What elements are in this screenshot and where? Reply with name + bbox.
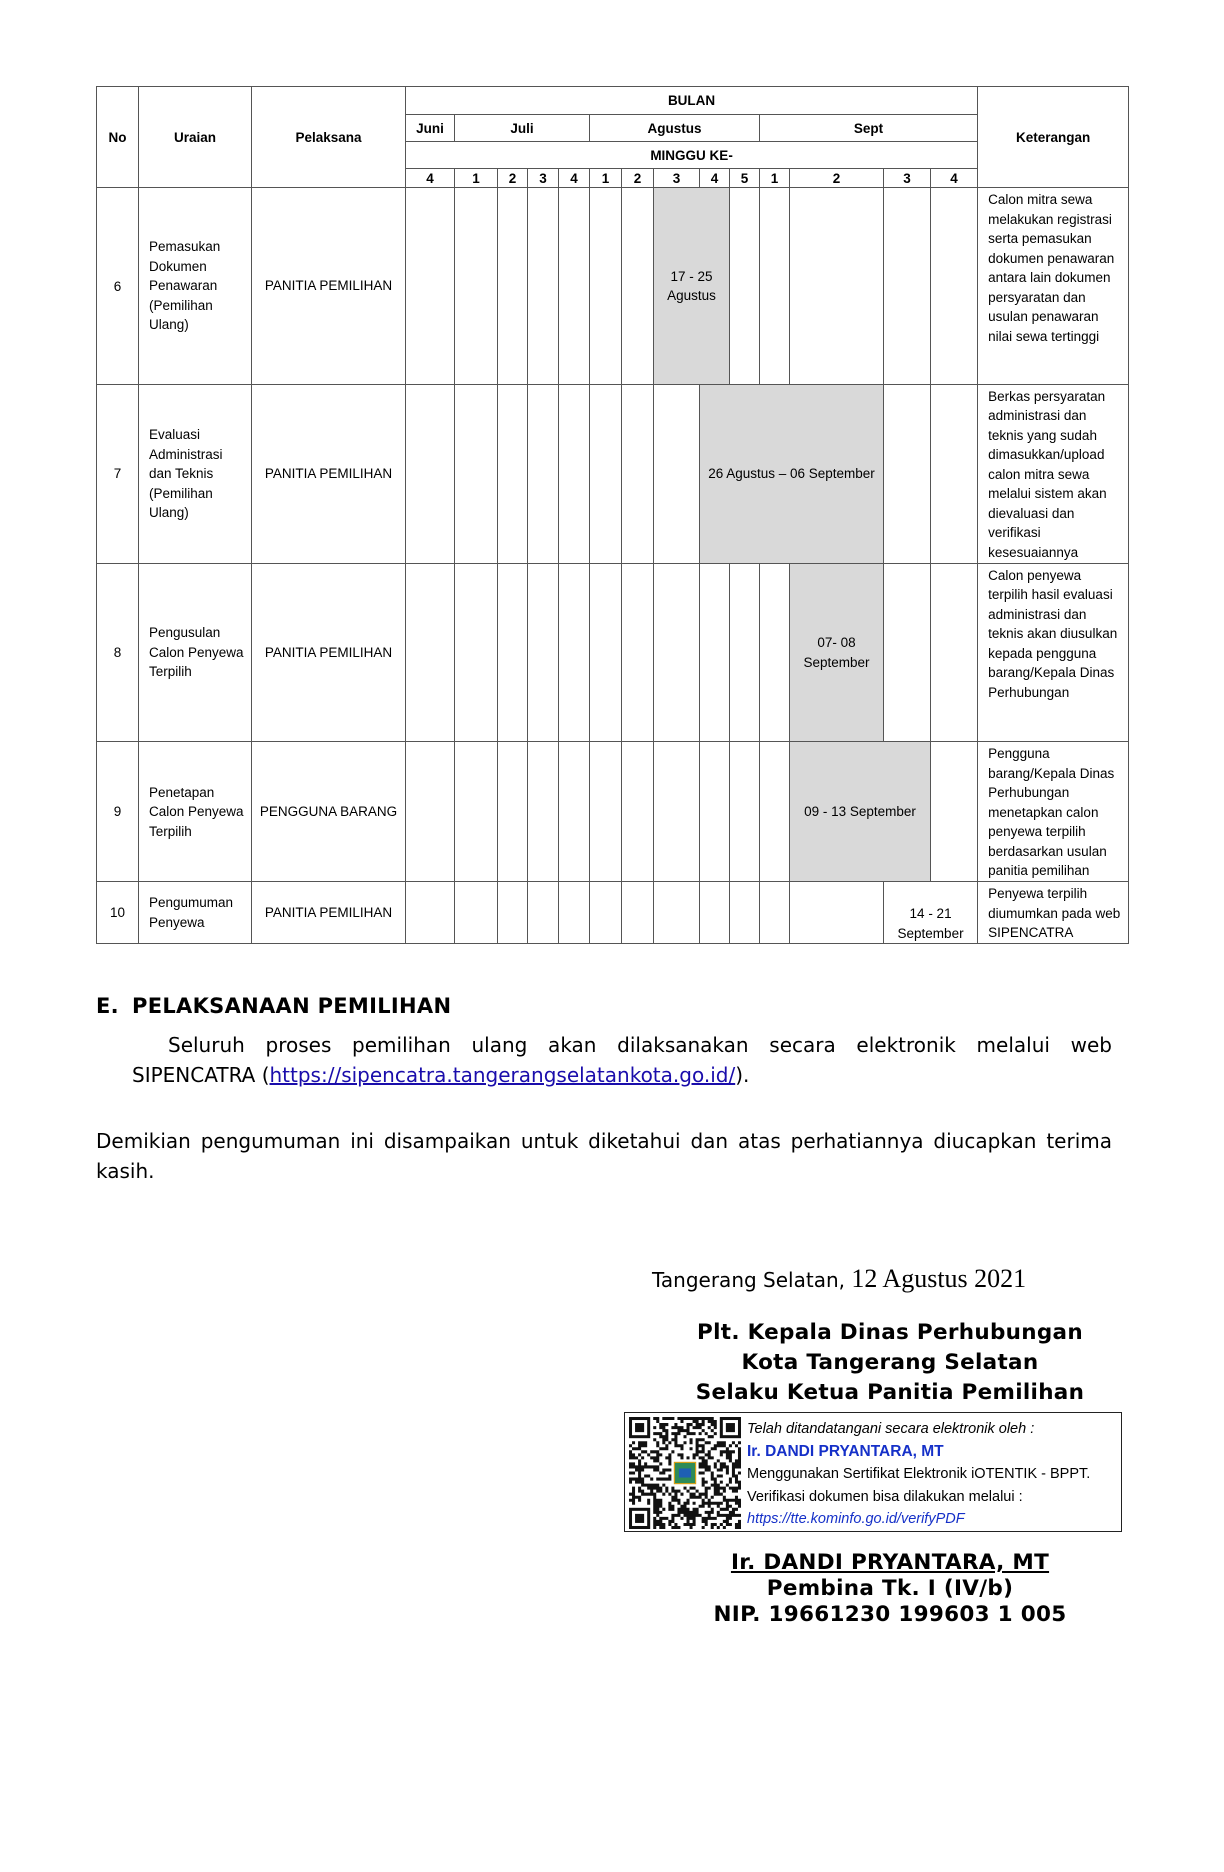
esign-line: Telah ditandatangani secara elektronik oleh : — [747, 1421, 1035, 1437]
table-row — [97, 742, 1129, 882]
header-week: 1 — [760, 169, 790, 188]
row-keterangan — [978, 384, 1129, 563]
header-week: 5 — [730, 169, 760, 188]
esign-name: Ir. DANDI PRYANTARA, MT — [747, 1442, 944, 1460]
sipencatra-link[interactable]: https://sipencatra.tangerangselatankota.go.id/ — [269, 1063, 736, 1087]
header-uraian: Uraian — [139, 87, 252, 188]
schedule-table — [96, 86, 1129, 944]
row-keterangan — [978, 188, 1129, 385]
schedule-bar: 17 - 25 Agustus — [654, 188, 730, 385]
closing-paragraph: Demikian pengumuman ini disampaikan untuk diketahui dan atas perhatiannya diucapkan terima kasih. — [96, 1129, 1112, 1183]
section-heading — [96, 994, 451, 1018]
keterangan-text: Calon penyewa terpilih hasil evaluasi administrasi dan teknis akan diusulkan kepada pengguna barang/Kepala Dinas Perhubungan — [988, 567, 1118, 700]
schedule-bar: 09 - 13 September — [790, 742, 931, 882]
qr-code-icon — [629, 1417, 741, 1529]
header-week: 1 — [455, 169, 498, 188]
row-pelaksana: PANITIA PEMILIHAN — [252, 188, 406, 385]
esign-line: Verifikasi dokumen bisa dilakukan melalui : — [747, 1488, 1023, 1505]
header-week: 1 — [590, 169, 622, 188]
table-row — [97, 882, 1129, 944]
schedule-bar: 26 Agustus – 06 September — [700, 384, 884, 563]
row-no: 10 — [97, 882, 139, 944]
header-minggu: MINGGU KE- — [406, 142, 978, 169]
header-month: Juli — [455, 115, 590, 142]
row-pelaksana: PANITIA PEMILIHAN — [252, 384, 406, 563]
date: 12 Agustus 2021 — [851, 1264, 1027, 1293]
header-week: 2 — [622, 169, 654, 188]
section-number: E. — [96, 994, 119, 1018]
title-line: Plt. Kepala Dinas Perhubungan — [697, 1320, 1083, 1345]
title-line: Kota Tangerang Selatan — [741, 1350, 1039, 1375]
row-keterangan — [978, 563, 1129, 742]
header-keterangan: Keterangan — [978, 87, 1129, 188]
row-keterangan — [978, 742, 1129, 882]
esign-verify-link[interactable]: https://tte.kominfo.go.id/verifyPDF — [747, 1511, 965, 1527]
header-month: Agustus — [590, 115, 760, 142]
header-pelaksana: Pelaksana — [252, 87, 406, 188]
esign-line: Menggunakan Sertifikat Elektronik iOTENTIK - BPPT. — [747, 1466, 1091, 1482]
paragraph-text: Seluruh proses pemilihan ulang akan dilaksanakan secara elektronik melalui web SIPENCATRA ( — [132, 1033, 1112, 1087]
row-pelaksana: PANITIA PEMILIHAN — [252, 882, 406, 944]
header-bulan: BULAN — [406, 87, 978, 115]
keterangan-text: Calon mitra sewa melakukan registrasi serta pemasukan dokumen penawaran antara lain dokumen persyaratan dan usulan penawaran nilai sewa tertinggi — [988, 192, 1115, 344]
row-no: 9 — [97, 742, 139, 882]
row-uraian: Pengumuman Penyewa — [139, 882, 252, 944]
row-no: 7 — [97, 384, 139, 563]
header-week: 2 — [498, 169, 528, 188]
place-date — [652, 1264, 1026, 1294]
header-week: 4 — [559, 169, 590, 188]
header-no: No — [97, 87, 139, 188]
row-uraian: Pemasukan Dokumen Penawaran (Pemilihan Ulang) — [139, 188, 252, 385]
header-week: 3 — [654, 169, 700, 188]
row-keterangan — [978, 882, 1129, 944]
table-row — [97, 188, 1129, 385]
row-no: 8 — [97, 563, 139, 742]
signer-name: Ir. DANDI PRYANTARA, MT — [730, 1550, 1050, 1575]
header-week: 3 — [884, 169, 931, 188]
header-month: Sept — [760, 115, 978, 142]
keterangan-text: Pengguna barang/Kepala Dinas Perhubungan menetapkan calon penyewa terpilih berdasarkan usulan panitia pemilihan — [988, 746, 1115, 879]
paragraph-text-end: ). — [735, 1063, 750, 1087]
table-row — [97, 563, 1129, 742]
row-pelaksana: PANITIA PEMILIHAN — [252, 563, 406, 742]
header-week: 4 — [700, 169, 730, 188]
schedule-bar: 14 - 21 September — [884, 882, 978, 944]
signatory-title — [660, 1318, 1120, 1408]
header-week: 4 — [931, 169, 978, 188]
table-row — [97, 384, 1129, 563]
electronic-signature-box — [624, 1412, 1122, 1532]
section-paragraph — [132, 1030, 1112, 1090]
header-week: 2 — [790, 169, 884, 188]
row-uraian: Pengusulan Calon Penyewa Terpilih — [139, 563, 252, 742]
row-no: 6 — [97, 188, 139, 385]
header-month: Juni — [406, 115, 455, 142]
signer-block — [660, 1550, 1120, 1628]
signer-nip: NIP. 19661230 199603 1 005 — [713, 1602, 1067, 1627]
header-week: 4 — [406, 169, 455, 188]
row-pelaksana: PENGGUNA BARANG — [252, 742, 406, 882]
header-week: 3 — [528, 169, 559, 188]
keterangan-text: Penyewa terpilih diumumkan pada web SIPENCATRA — [988, 886, 1121, 941]
schedule-bar: 07- 08 September — [790, 563, 884, 742]
place: Tangerang Selatan, — [652, 1268, 845, 1292]
esign-text — [747, 1418, 1119, 1531]
keterangan-text: Berkas persyaratan administrasi dan teknis yang sudah dimasukkan/upload calon mitra sewa melalui sistem akan dievaluasi dan verifikasi kesesuaiannya — [988, 388, 1107, 560]
title-line: Selaku Ketua Panitia Pemilihan — [695, 1380, 1085, 1405]
row-uraian: Penetapan Calon Penyewa Terpilih — [139, 742, 252, 882]
row-uraian: Evaluasi Administrasi dan Teknis (Pemilihan Ulang) — [139, 384, 252, 563]
section-title: PELAKSANAAN PEMILIHAN — [132, 994, 452, 1018]
signer-rank: Pembina Tk. I (IV/b) — [766, 1576, 1014, 1601]
